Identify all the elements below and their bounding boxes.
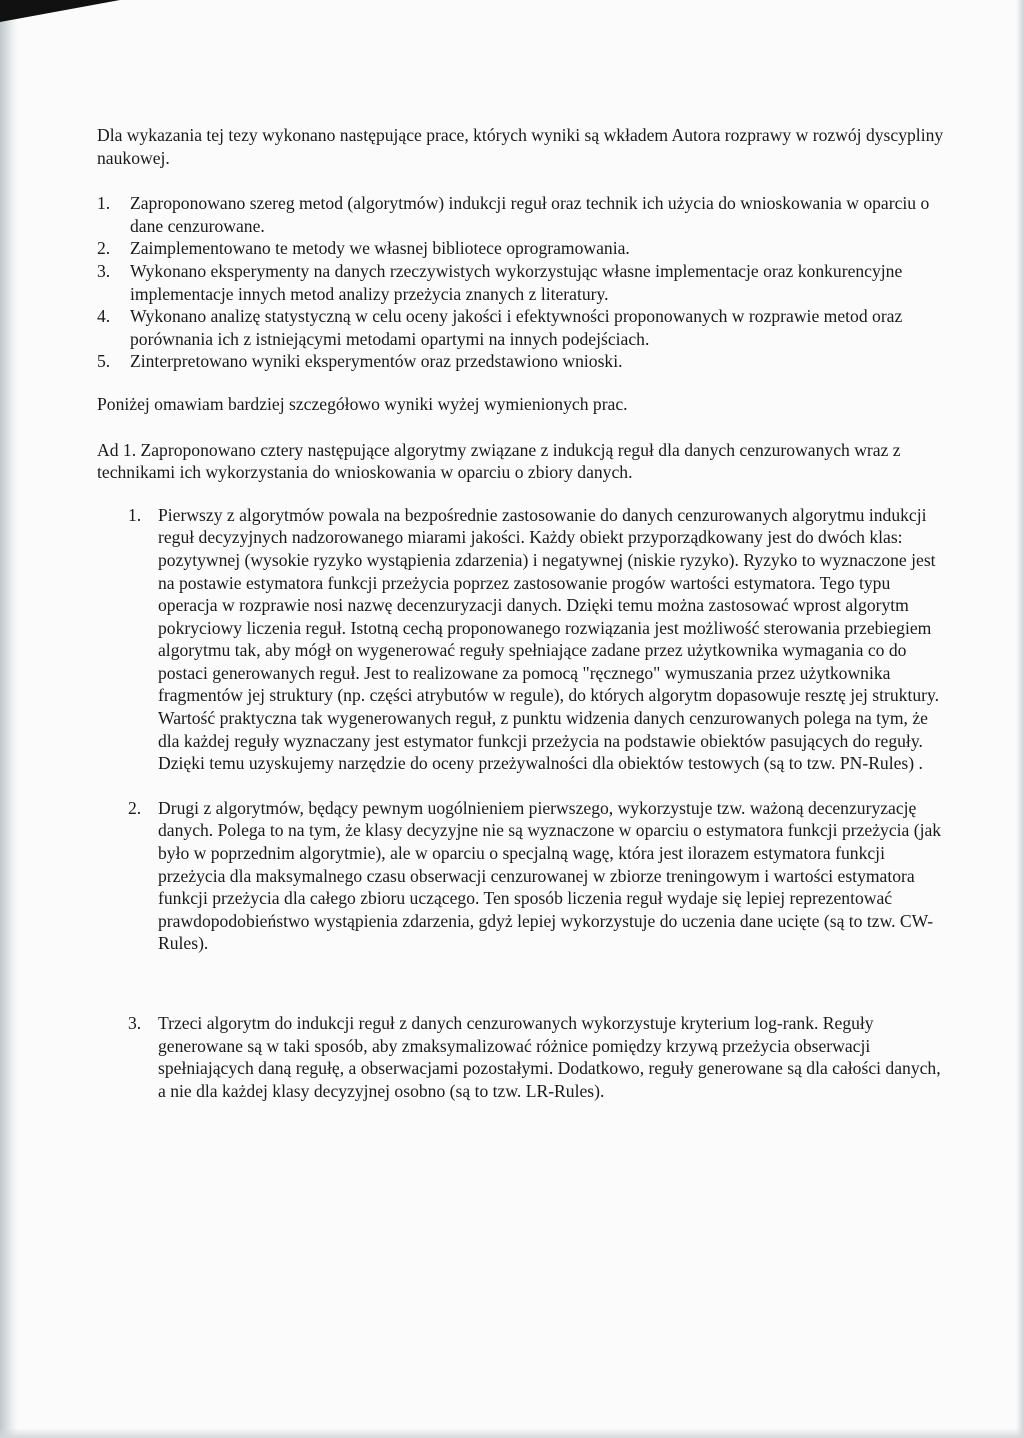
list-number: 5. bbox=[97, 351, 111, 372]
work-list-item bbox=[97, 192, 947, 237]
list-text: Zinterpretowano wyniki eksperymentów oraz przedstawiono wnioski. bbox=[130, 351, 623, 372]
scan-shadow-left bbox=[0, 0, 18, 1438]
work-list-item bbox=[97, 260, 947, 305]
list-number: 3. bbox=[128, 1013, 142, 1033]
algorithm-list bbox=[97, 504, 947, 1103]
scan-shadow-right bbox=[1016, 0, 1024, 1438]
algorithm-item bbox=[97, 797, 947, 955]
scan-corner-shadow bbox=[0, 0, 120, 22]
algorithm-item bbox=[97, 1012, 947, 1102]
list-number: 4. bbox=[97, 306, 111, 327]
work-list-item bbox=[97, 350, 947, 373]
intro-paragraph: Dla wykazania tej tezy wykonano następujące prace, których wyniki są wkładem Autora rozprawy w rozwój dyscypliny naukowej. bbox=[97, 125, 944, 168]
ad1-paragraph: Ad 1. Zaproponowano cztery następujące algorytmy związane z indukcją reguł dla danych cenzurowanych wraz z technikami ich wykorzystania do wnioskowania w oparciu o zbiory danych. bbox=[97, 439, 901, 483]
list-text: Drugi z algorytmów, będący pewnym uogólnieniem pierwszego, wykorzystuje tzw. ważoną decenzuryzację danych. Polega to na tym, że klasy decyzyjne nie są wyznaczone w oparciu o estymatora funkcji przeżycia (jak było w poprzednim algorytmie), ale w oparciu o specjalną wagę, która jest ilorazem estymatora funkcji przeżycia dla maksymalnego czasu obserwacji cenzurowanej w zbiorze treningowym i wartości estymatora funkcji przeżycia dla całego zbioru uczącego. Ten sposób liczenia reguł wydaje się lepiej reprezentować prawdopodobieństwo wystąpienia zdarzenia, gdyż lepiej wykorzystuje do uczenia dane ucięte (są to tzw. CW-Rules). bbox=[158, 797, 942, 954]
list-number: 1. bbox=[128, 504, 142, 525]
list-text: Trzeci algorytm do indukcji reguł z danych cenzurowanych wykorzystuje kryterium log-rank. Reguły generowane są w taki sposób, aby zmaksymalizować różnice pomiędzy krzywą przeżycia obserwacji spełniających daną regułę, a obserwacjami pozostałymi. Dodatkowo, reguły generowane są dla całości danych, a nie dla każdej klasy decyzyjnej osobno (są to tzw. LR-Rules). bbox=[158, 1013, 941, 1101]
work-list-item bbox=[97, 237, 947, 260]
list-number: 3. bbox=[97, 260, 111, 281]
list-number: 2. bbox=[128, 797, 142, 818]
list-text: Zaimplementowano te metody we własnej bibliotece oprogramowania. bbox=[130, 238, 630, 259]
list-text: Wykonano analizę statystyczną w celu oceny jakości i efektywności proponowanych w rozprawie metod oraz porównania ich z istniejącymi metodami opartymi na innych podejściach. bbox=[130, 306, 903, 349]
details-intro-paragraph: Poniżej omawiam bardziej szczegółowo wyniki wyżej wymienionych prac. bbox=[97, 393, 628, 414]
list-text: Wykonano eksperymenty na danych rzeczywistych wykorzystując własne implementacje oraz konkurencyjne implementacje innych metod analizy przeżycia znanych z literatury. bbox=[130, 260, 903, 304]
list-text: Pierwszy z algorytmów powala na bezpośrednie zastosowanie do danych cenzurowanych algorytmu indukcji reguł decyzyjnych nadzorowanego miarami jakości. Każdy obiekt przyporządkowany jest do dwóch klas: pozytywnej (wysokie ryzyko wystąpienia zdarzenia) i negatywnej (niskie ryzyko). Ryzyko to wyznaczone jest na postawie estymatora funkcji przeżycia poprzez zastosowanie progów wartości estymatora. Tego typu operacja w rozprawie nosi nazwę decenzuryzacji danych. Dzięki temu można zastosować wprost algorytm pokryciowy liczenia reguł. Istotną cechą proponowanego rozwiązania jest możliwość sterowania przebiegiem algorytmu tak, aby mógł on wygenerować reguły spełniające zadane przez użytkownika wymagania co do postaci generowanych reguł. Jest to realizowane za pomocą "ręcznego" wymuszania przez użytkownika fragmentów jej struktury (np. części atrybutów w regule), do których algorytm dopasowuje resztę jej struktury. Wartość praktyczna tak wygenerowanych reguł, z punktu widzenia danych cenzurowanych polega na tym, że dla każdej reguły wyznaczany jest estymator funkcji przeżycia na podstawie obiektów pasujących do reguły. Dzięki temu uzyskujemy narzędzie do oceny przeżywalności dla obiektów testowych (są to tzw. PN-Rules) . bbox=[158, 504, 940, 774]
list-number: 2. bbox=[97, 238, 111, 259]
algorithm-item bbox=[97, 504, 947, 775]
work-list bbox=[97, 192, 947, 373]
list-number: 1. bbox=[97, 193, 111, 214]
scan-shadow-bottom bbox=[0, 1428, 1024, 1438]
work-list-item bbox=[97, 305, 947, 350]
document-body bbox=[97, 124, 947, 1124]
list-text: Zaproponowano szereg metod (algorytmów) indukcji reguł oraz technik ich użycia do wnioskowania w oparciu o dane cenzurowane. bbox=[130, 193, 930, 236]
